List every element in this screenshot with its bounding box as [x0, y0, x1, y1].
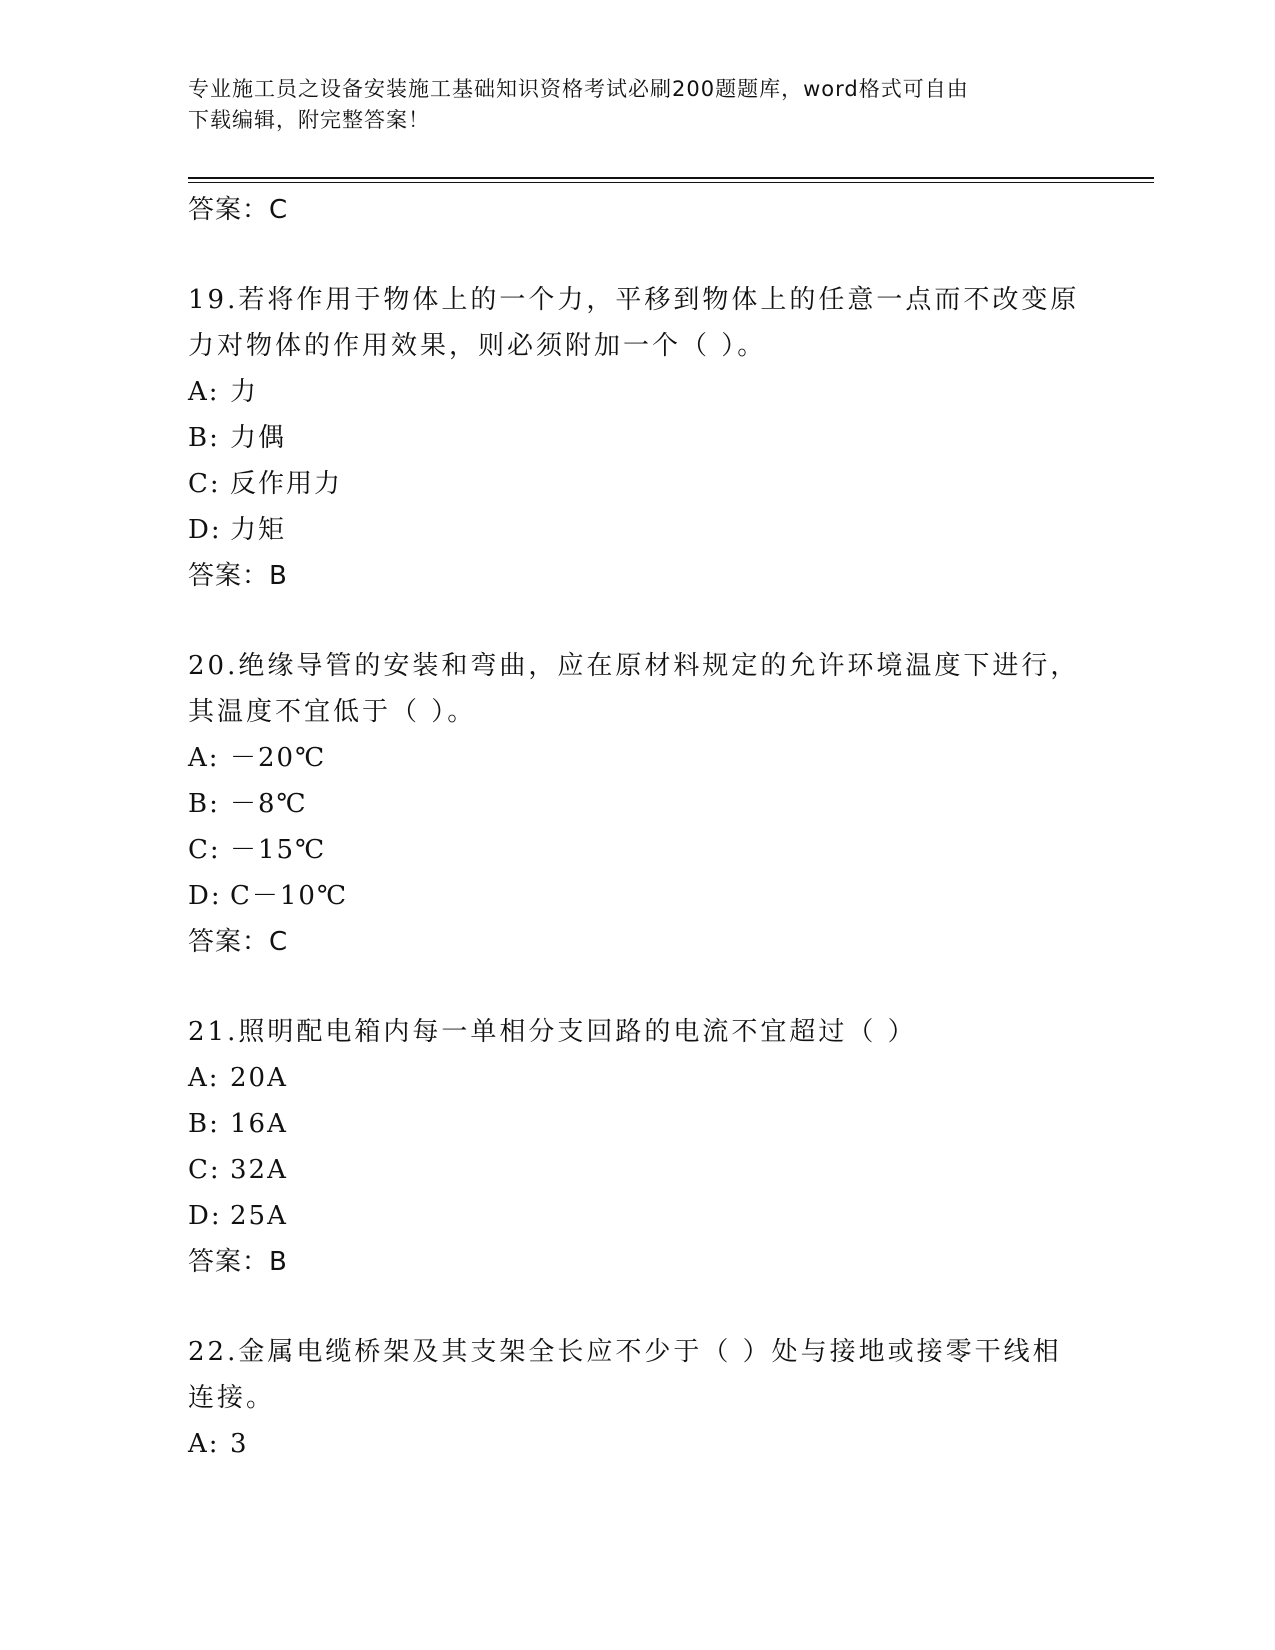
question-21	[188, 1009, 1108, 1285]
spacer	[188, 1285, 1108, 1329]
header-title-line-2: 下载编辑，附完整答案！	[188, 108, 430, 132]
option-text: 力	[230, 377, 259, 407]
spacer	[188, 233, 1108, 277]
option-a	[188, 369, 1108, 415]
option-letter: D:	[188, 881, 222, 911]
option-letter: B:	[188, 1109, 220, 1139]
option-text: 3	[230, 1429, 249, 1459]
question-stem: 力对物体的作用效果，则必须附加一个（ ）。	[188, 331, 767, 361]
option-a	[188, 1421, 1108, 1467]
question-stem: 22.金属电缆桥架及其支架全长应不少于（ ）处与接地或接零干线相	[188, 1337, 1062, 1367]
option-letter: B:	[188, 789, 220, 819]
answer-line: 答案：C	[188, 195, 289, 225]
answer-line: 答案：B	[188, 561, 288, 591]
question-stem: 20.绝缘导管的安装和弯曲，应在原材料规定的允许环境温度下进行，	[188, 651, 1080, 681]
question-list	[188, 187, 1108, 1467]
option-text: 16A	[230, 1109, 288, 1139]
header-divider-thin	[188, 182, 1154, 183]
option-text: C－10℃	[230, 881, 349, 911]
question-22	[188, 1329, 1108, 1467]
answer-line: 答案：B	[188, 1247, 288, 1277]
option-c	[188, 827, 1108, 873]
option-b	[188, 1101, 1108, 1147]
spacer	[188, 599, 1108, 643]
option-text: －8℃	[230, 789, 308, 819]
option-text: 力偶	[230, 423, 287, 453]
option-a	[188, 1055, 1108, 1101]
option-letter: C:	[188, 835, 221, 865]
option-letter: D:	[188, 515, 222, 545]
option-letter: A:	[188, 377, 220, 407]
option-text: 32A	[230, 1155, 288, 1185]
option-letter: A:	[188, 743, 220, 773]
option-b	[188, 415, 1108, 461]
option-text: 力矩	[230, 515, 287, 545]
option-letter: A:	[188, 1429, 220, 1459]
header-divider-thick	[188, 177, 1154, 179]
option-letter: D:	[188, 1201, 222, 1231]
question-20	[188, 643, 1108, 965]
document-header	[188, 74, 1088, 136]
question-stem: 其温度不宜低于（ ）。	[188, 697, 477, 727]
option-text: 反作用力	[230, 469, 343, 499]
spacer	[188, 965, 1108, 1009]
question-19	[188, 277, 1108, 599]
option-d	[188, 873, 1108, 919]
option-d	[188, 507, 1108, 553]
question-stem: 19.若将作用于物体上的一个力，平移到物体上的任意一点而不改变原	[188, 285, 1080, 315]
option-letter: C:	[188, 469, 221, 499]
option-letter: C:	[188, 1155, 221, 1185]
header-title-line-1: 专业施工员之设备安装施工基础知识资格考试必刷200题题库，word格式可自由	[188, 77, 969, 101]
option-text: 25A	[230, 1201, 288, 1231]
option-c	[188, 1147, 1108, 1193]
option-c	[188, 461, 1108, 507]
option-text: －20℃	[230, 743, 327, 773]
option-d	[188, 1193, 1108, 1239]
option-letter: B:	[188, 423, 220, 453]
question-stem: 连接。	[188, 1383, 276, 1413]
option-text: 20A	[230, 1063, 288, 1093]
option-letter: A:	[188, 1063, 220, 1093]
option-b	[188, 781, 1108, 827]
option-text: －15℃	[230, 835, 327, 865]
answer-line: 答案：C	[188, 927, 289, 957]
option-a	[188, 735, 1108, 781]
question-stem: 21.照明配电箱内每一单相分支回路的电流不宜超过（ ）	[188, 1017, 917, 1047]
